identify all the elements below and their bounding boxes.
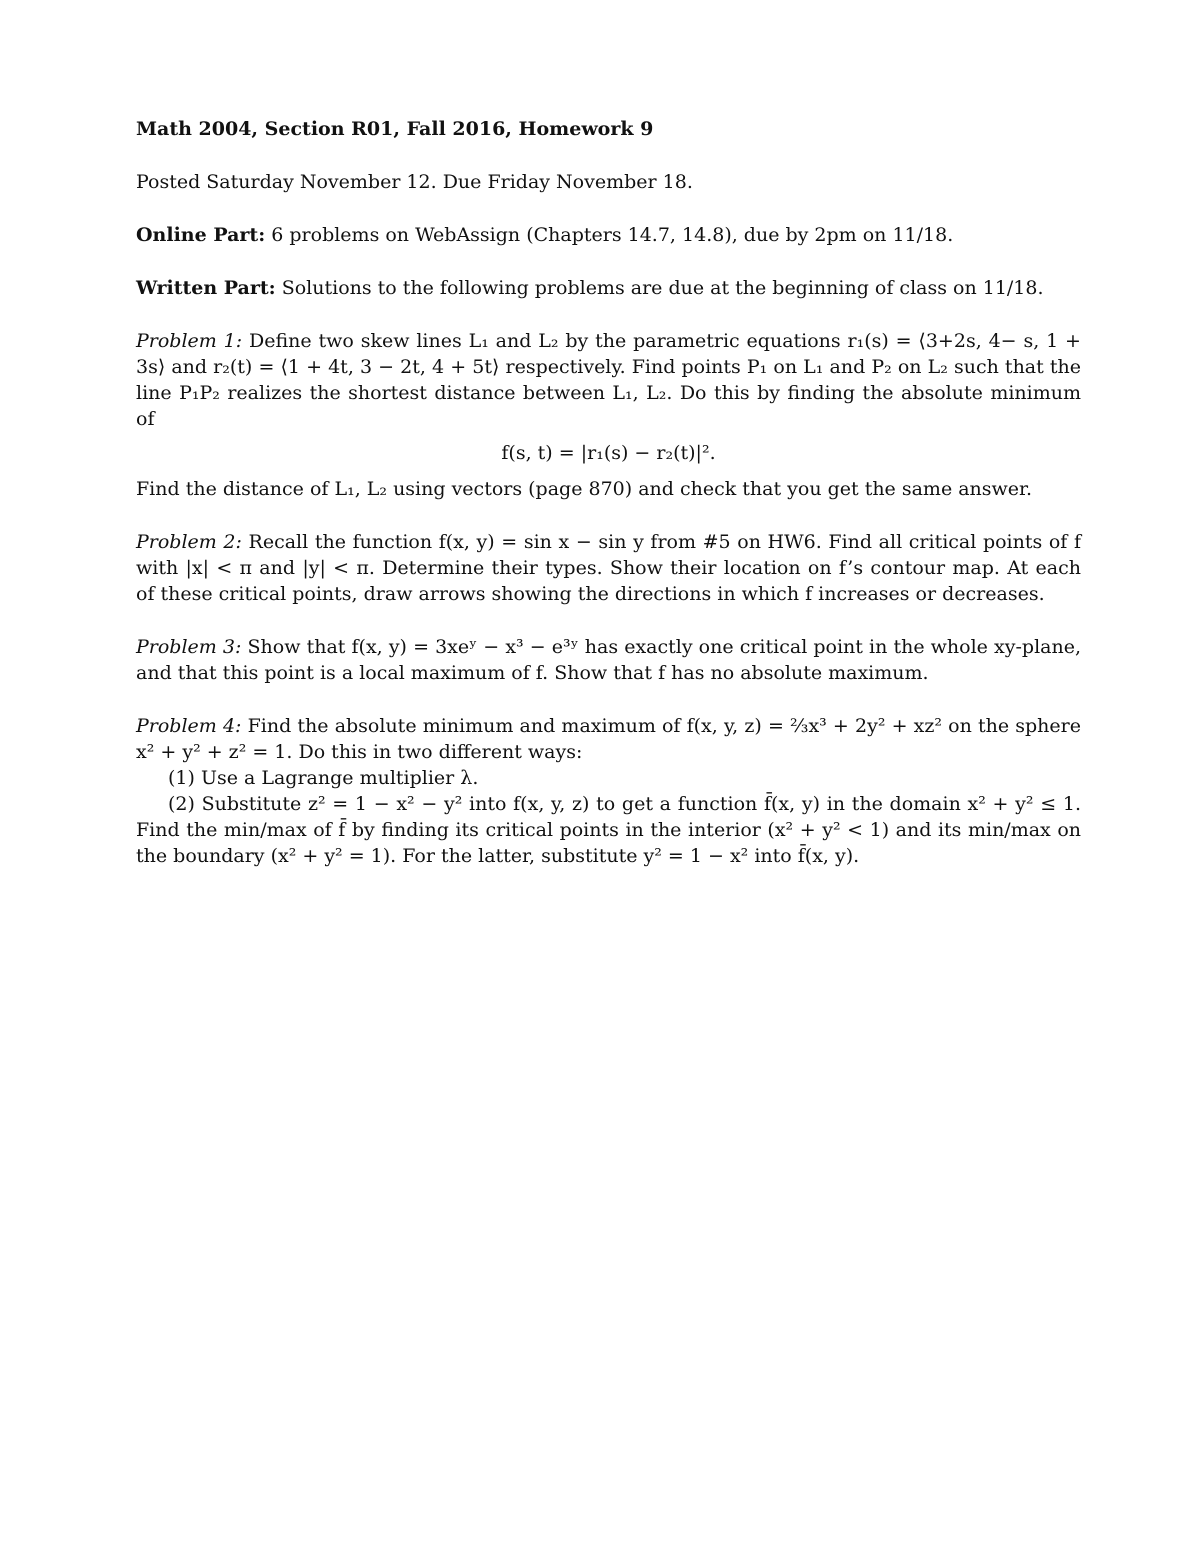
- homework-page: [136, 116, 1081, 869]
- problem-3-label: Problem 3:: [136, 636, 242, 658]
- problem-4-item-2-text: (2) Substitute z² = 1 − x² − y² into f(x, y, z) to get a function f̄(x, y) in the domain x² + y² ≤ 1. Find the min/max of f̄ by finding its critical points in the interior (x² + y² < 1) and its min/max on the boundary (x² + y² = 1). For the latter, substitute y² = 1 − x² into f̄(x, y).: [136, 793, 1081, 867]
- problem-1-display-equation: f(s, t) = |r₁(s) − r₂(t)|².: [501, 442, 716, 464]
- problem-1: [136, 328, 1081, 502]
- posted-line: Posted Saturday November 12. Due Friday November 18.: [136, 171, 693, 193]
- problem-4-item-2: [136, 791, 1081, 869]
- page-title: Math 2004, Section R01, Fall 2016, Homework 9: [136, 118, 654, 140]
- problem-2-text: Recall the function f(x, y) = sin x − sin y from #5 on HW6. Find all critical points of f with |x| < π and |y| < π. Determine their types. Show their location on f’s contour map. At each of these critical points, draw arrows showing the directions in which f increases or decreases.: [136, 531, 1081, 605]
- problem-3-text: Show that f(x, y) = 3xeʸ − x³ − e³ʸ has exactly one critical point in the whole xy-plane, and that this point is a local maximum of f. Show that f has no absolute maximum.: [136, 636, 1081, 684]
- problem-1-label: Problem 1:: [136, 330, 243, 352]
- problem-2-label: Problem 2:: [136, 531, 242, 553]
- problem-4: [136, 713, 1081, 869]
- problem-4-text: Find the absolute minimum and maximum of f(x, y, z) = ⅔x³ + 2y² + xz² on the sphere x² + y² + z² = 1. Do this in two different ways:: [136, 715, 1081, 763]
- online-part: [136, 222, 1081, 248]
- written-part-label: Written Part:: [136, 277, 276, 299]
- online-part-label: Online Part:: [136, 224, 266, 246]
- written-part-text: Solutions to the following problems are due at the beginning of class on 11/18.: [275, 277, 1044, 299]
- problem-4-item-1: (1) Use a Lagrange multiplier λ.: [168, 767, 479, 789]
- problem-1-text: Define two skew lines L₁ and L₂ by the parametric equations r₁(s) = ⟨3+2s, 4− s, 1 + 3s⟩ and r₂(t) = ⟨1 + 4t, 3 − 2t, 4 + 5t⟩ respectively. Find points P₁ on L₁ and P₂ on L₂ such that the line P₁P₂ realizes the shortest distance between L₁, L₂. Do this by finding the absolute minimum of: [136, 330, 1081, 430]
- written-part: [136, 275, 1081, 301]
- problem-1-followup: Find the distance of L₁, L₂ using vectors (page 870) and check that you get the same answer.: [136, 478, 1033, 500]
- problem-2: [136, 529, 1081, 607]
- problem-4-label: Problem 4:: [136, 715, 242, 737]
- online-part-text: 6 problems on WebAssign (Chapters 14.7, 14.8), due by 2pm on 11/18.: [265, 224, 954, 246]
- problem-3: [136, 634, 1081, 686]
